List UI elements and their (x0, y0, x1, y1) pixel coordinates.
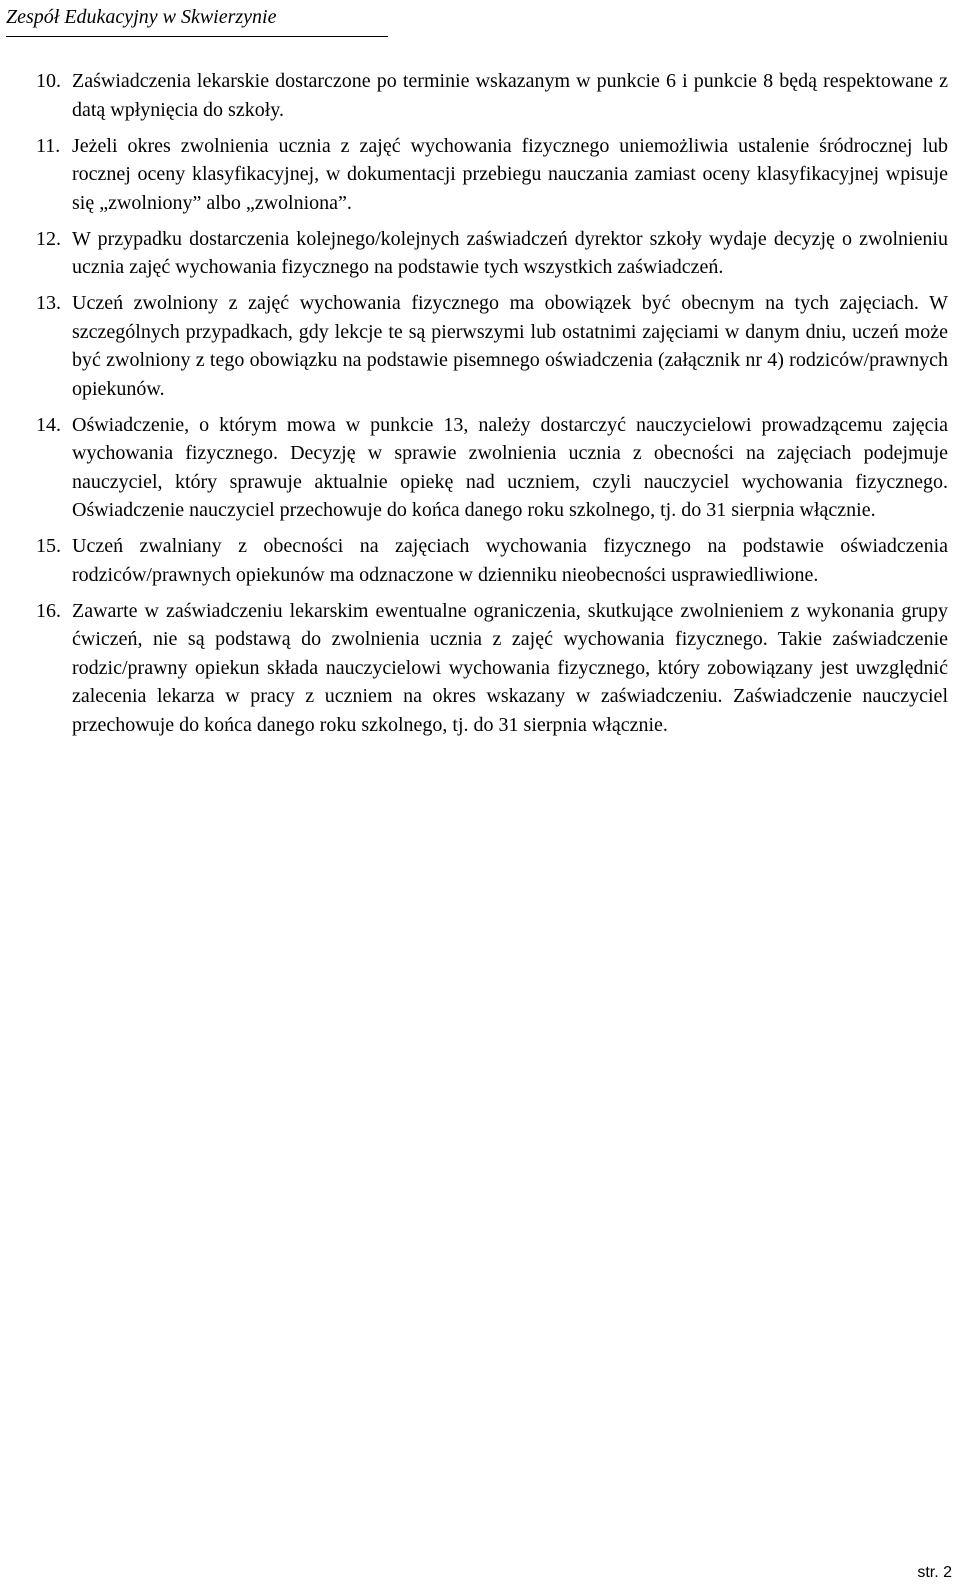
list-item-15 (36, 532, 948, 589)
item-text: Zaświadczenia lekarskie dostarczone po terminie wskazanym w punkcie 6 i punkcie 8 będą respektowane z datą wpłynięcia do szkoły. (72, 70, 948, 121)
item-text: Jeżeli okres zwolnienia ucznia z zajęć wychowania fizycznego uniemożliwia ustalenie śródrocznej lub rocznej oceny klasyfikacyjnej, w dokumentacji przebiegu nauczania zamiast oceny klasyfikacyjnej wpisuje się „zwolniony” albo „zwolniona”. (72, 134, 948, 214)
item-number: 11. (36, 134, 61, 157)
page-header (6, 4, 388, 37)
list-item-10 (36, 67, 948, 124)
item-number: 14. (36, 413, 61, 436)
item-number: 12. (36, 227, 61, 250)
item-text: Uczeń zwolniony z zajęć wychowania fizycznego ma obowiązek być obecnym na tych zajęciach. W szczególnych przypadkach, gdy lekcje te są pierwszymi lub ostatnimi zajęciami w danym dniu, uczeń może być zwolniony z tego obowiązku na podstawie pisemnego oświadczenia (załącznik nr 4) rodziców/prawnych opiekunów. (72, 292, 948, 400)
item-number: 13. (36, 292, 61, 314)
item-text: Zawarte w zaświadczeniu lekarskim ewentualne ograniczenia, skutkujące zwolnieniem z wykonania grupy ćwiczeń, nie są podstawą do zwolnienia ucznia z zajęć wychowania fizycznego. Takie zaświadczenie rodzic/prawny opiekun składa nauczycielowi wychowania fizycznego, który zobowiązany jest uwzględnić zalecenia lekarza w pracy z uczniem na okres wskazany w zaświadczeniu. Zaświadczenie nauczyciel przechowuje do końca danego roku szkolnego, tj. do 31 sierpnia włącznie. (72, 599, 948, 736)
list-item-12 (36, 225, 948, 282)
list-item-11 (36, 132, 948, 218)
header-title: Zespół Edukacyjny w Skwierzynie (6, 6, 277, 28)
item-text: W przypadku dostarczenia kolejnego/kolejnych zaświadczeń dyrektor szkoły wydaje decyzję o zwolnieniu ucznia zajęć wychowania fizycznego na podstawie tych wszystkich zaświadczeń. (72, 227, 948, 278)
item-number: 10. (36, 70, 61, 92)
item-number: 16. (36, 599, 61, 622)
list-item-13 (36, 289, 948, 403)
item-text: Oświadczenie, o którym mowa w punkcie 13, należy dostarczyć nauczycielowi prowadzącemu zajęcia wychowania fizycznego. Decyzję w sprawie zwolnienia ucznia z obecności na zajęciach podejmuje nauczyciel, który sprawuje aktualnie opiekę nad uczniem, czyli nauczyciel wychowania fizycznego. Oświadczenie nauczyciel przechowuje do końca danego roku szkolnego, tj. do 31 sierpnia włącznie. (72, 413, 948, 521)
item-text: Uczeń zwalniany z obecności na zajęciach wychowania fizycznego na podstawie oświadczenia rodziców/prawnych opiekunów ma odznaczone w dzienniku nieobecności usprawiedliwione. (72, 535, 948, 586)
page-number: str. 2 (917, 1564, 952, 1581)
item-number: 15. (36, 535, 61, 557)
list-item-16 (36, 597, 948, 740)
document-body (36, 67, 948, 747)
list-item-14 (36, 411, 948, 525)
